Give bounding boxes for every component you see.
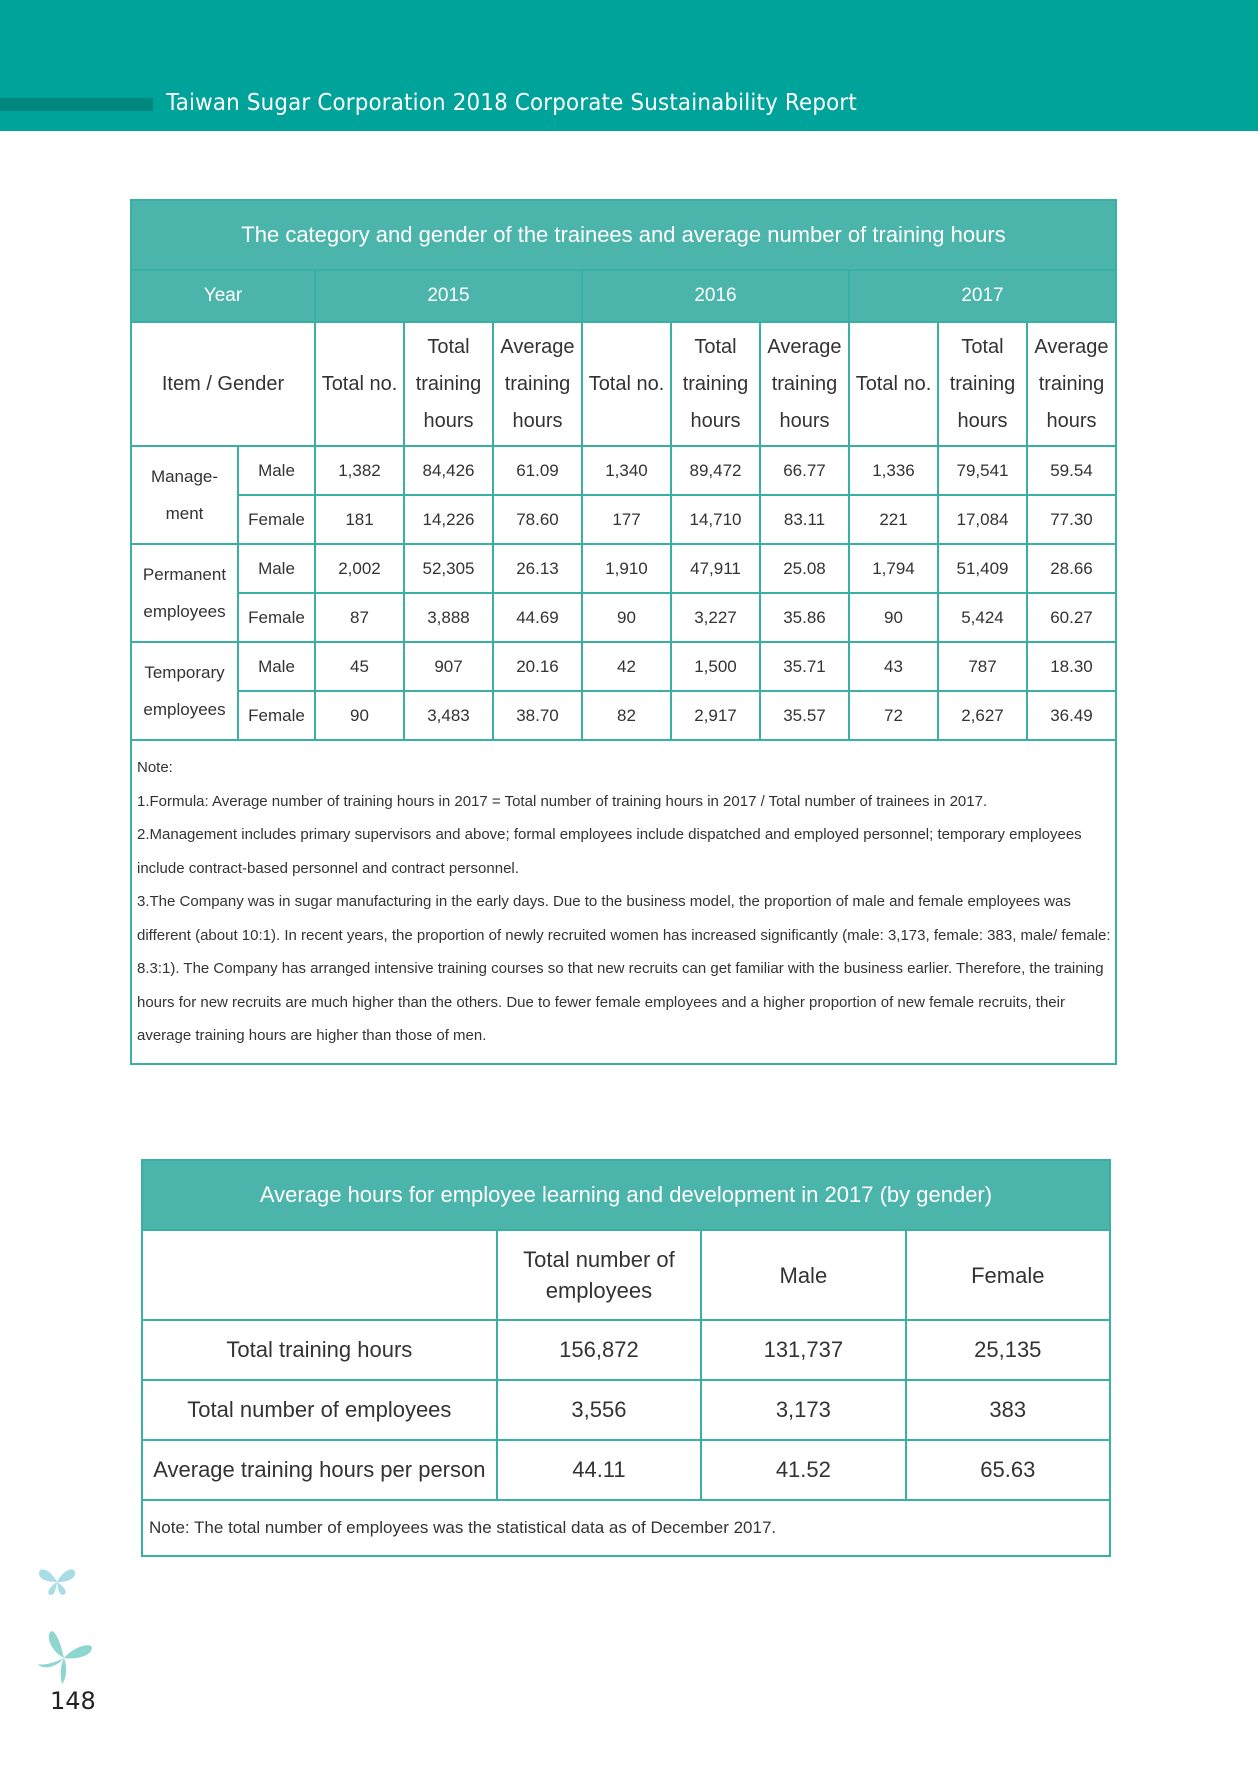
table-cell: 47,911 [671, 544, 760, 593]
butterfly-icon [36, 1566, 78, 1598]
blank-header [142, 1230, 497, 1320]
total-value: 3,556 [497, 1380, 701, 1440]
note-item: 3.The Company was in sugar manufacturing in the early days. Due to the business model, the proportion of male and female employees was different (about 10:1). In recent years, the proportion of newly recruited women has increased significantly (male: 3,173, female: 383, male/ female: 8.3:1). The Company has arranged intensive training courses so that new recruits can get familiar with the business earlier. Therefore, the training hours for new recruits are much higher than the others. Due to fewer female employees and a higher proportion of new female recruits, their average training hours are higher than those of men. [137, 893, 1111, 1044]
note-heading: Note: [137, 759, 173, 776]
table-cell: 25.08 [760, 544, 849, 593]
table-cell: 59.54 [1027, 446, 1116, 495]
male-value: 3,173 [701, 1380, 905, 1440]
table-cell: 84,426 [404, 446, 493, 495]
table-cell: 28.66 [1027, 544, 1116, 593]
gender-label: Male [238, 446, 315, 495]
table-cell: 1,500 [671, 642, 760, 691]
table-cell: 45 [315, 642, 404, 691]
gender-label: Female [238, 593, 315, 642]
category-label: Manage- ment [131, 446, 238, 544]
table-cell: 60.27 [1027, 593, 1116, 642]
table-cell: 78.60 [493, 495, 582, 544]
total-employees-header: Total number of employees [497, 1230, 701, 1320]
total-no-header: Total no. [582, 322, 671, 446]
row-label: Total number of employees [142, 1380, 497, 1440]
category-label: Temporary employees [131, 642, 238, 740]
male-header: Male [701, 1230, 905, 1320]
table1-title: The category and gender of the trainees and average number of training hours [131, 200, 1116, 270]
year-2016: 2016 [582, 270, 849, 322]
table-cell: 787 [938, 642, 1027, 691]
training-by-category-table [130, 199, 1117, 1065]
table-row [131, 593, 1116, 642]
total-value: 156,872 [497, 1320, 701, 1380]
table-cell: 20.16 [493, 642, 582, 691]
table-cell: 1,382 [315, 446, 404, 495]
table-cell: 90 [582, 593, 671, 642]
total-hours-header: Total training hours [938, 322, 1027, 446]
table-cell: 14,226 [404, 495, 493, 544]
table-cell: 2,917 [671, 691, 760, 740]
table-cell: 18.30 [1027, 642, 1116, 691]
row-label: Total training hours [142, 1320, 497, 1380]
table-cell: 87 [315, 593, 404, 642]
male-value: 131,737 [701, 1320, 905, 1380]
table-cell: 1,910 [582, 544, 671, 593]
table-cell: 72 [849, 691, 938, 740]
table-cell: 52,305 [404, 544, 493, 593]
table-row [131, 446, 1116, 495]
table-row [131, 691, 1116, 740]
table2-note: Note: The total number of employees was the statistical data as of December 2017. [142, 1500, 1110, 1556]
table-cell: 89,472 [671, 446, 760, 495]
table-cell: 26.13 [493, 544, 582, 593]
note-item: 1.Formula: Average number of training hours in 2017 = Total number of training hours in 2017 / Total number of trainees in 2017. [137, 792, 988, 810]
table-cell: 221 [849, 495, 938, 544]
table-cell: 66.77 [760, 446, 849, 495]
year-label: Year [131, 270, 315, 322]
table-cell: 77.30 [1027, 495, 1116, 544]
table-cell: 35.57 [760, 691, 849, 740]
table-cell: 79,541 [938, 446, 1027, 495]
female-value: 383 [906, 1380, 1110, 1440]
year-2017: 2017 [849, 270, 1116, 322]
learning-development-table [141, 1159, 1111, 1557]
table-cell: 61.09 [493, 446, 582, 495]
table-cell: 181 [315, 495, 404, 544]
year-2015: 2015 [315, 270, 582, 322]
table-cell: 17,084 [938, 495, 1027, 544]
gender-label: Male [238, 544, 315, 593]
table1-notes [131, 740, 1116, 1064]
table-cell: 3,227 [671, 593, 760, 642]
avg-hours-header: Average training hours [760, 322, 849, 446]
table-cell: 42 [582, 642, 671, 691]
table-cell: 36.49 [1027, 691, 1116, 740]
gender-label: Female [238, 691, 315, 740]
total-no-header: Total no. [849, 322, 938, 446]
table-cell: 1,794 [849, 544, 938, 593]
table-cell: 14,710 [671, 495, 760, 544]
table-cell: 1,336 [849, 446, 938, 495]
table-cell: 44.69 [493, 593, 582, 642]
table-row [131, 495, 1116, 544]
page-number: 148 [50, 1687, 96, 1715]
total-value: 44.11 [497, 1440, 701, 1500]
male-value: 41.52 [701, 1440, 905, 1500]
gender-label: Female [238, 495, 315, 544]
category-label: Permanent employees [131, 544, 238, 642]
butterfly-icon [34, 1626, 96, 1688]
note-item: 2.Management includes primary supervisors and above; formal employees include dispatched and employed personnel; temporary employees include contract-based personnel and contract personnel. [137, 826, 1082, 877]
table-cell: 3,483 [404, 691, 493, 740]
table-cell: 38.70 [493, 691, 582, 740]
female-header: Female [906, 1230, 1110, 1320]
table-cell: 2,627 [938, 691, 1027, 740]
table-cell: 35.86 [760, 593, 849, 642]
avg-hours-header: Average training hours [493, 322, 582, 446]
row-label: Average training hours per person [142, 1440, 497, 1500]
avg-hours-header: Average training hours [1027, 322, 1116, 446]
table2-title: Average hours for employee learning and development in 2017 (by gender) [142, 1160, 1110, 1230]
table-cell: 83.11 [760, 495, 849, 544]
table-row [131, 544, 1116, 593]
total-hours-header: Total training hours [404, 322, 493, 446]
table-cell: 2,002 [315, 544, 404, 593]
female-value: 65.63 [906, 1440, 1110, 1500]
table-cell: 82 [582, 691, 671, 740]
table-cell: 43 [849, 642, 938, 691]
header-accent-bar [0, 98, 153, 111]
table-cell: 35.71 [760, 642, 849, 691]
total-no-header: Total no. [315, 322, 404, 446]
table-cell: 90 [849, 593, 938, 642]
table-cell: 1,340 [582, 446, 671, 495]
table-cell: 907 [404, 642, 493, 691]
item-gender-header: Item / Gender [131, 322, 315, 446]
table-cell: 90 [315, 691, 404, 740]
report-title: Taiwan Sugar Corporation 2018 Corporate Sustainability Report [166, 90, 857, 116]
table-cell: 3,888 [404, 593, 493, 642]
table-row [131, 642, 1116, 691]
table-cell: 51,409 [938, 544, 1027, 593]
female-value: 25,135 [906, 1320, 1110, 1380]
table-cell: 177 [582, 495, 671, 544]
gender-label: Male [238, 642, 315, 691]
total-hours-header: Total training hours [671, 322, 760, 446]
table-cell: 5,424 [938, 593, 1027, 642]
